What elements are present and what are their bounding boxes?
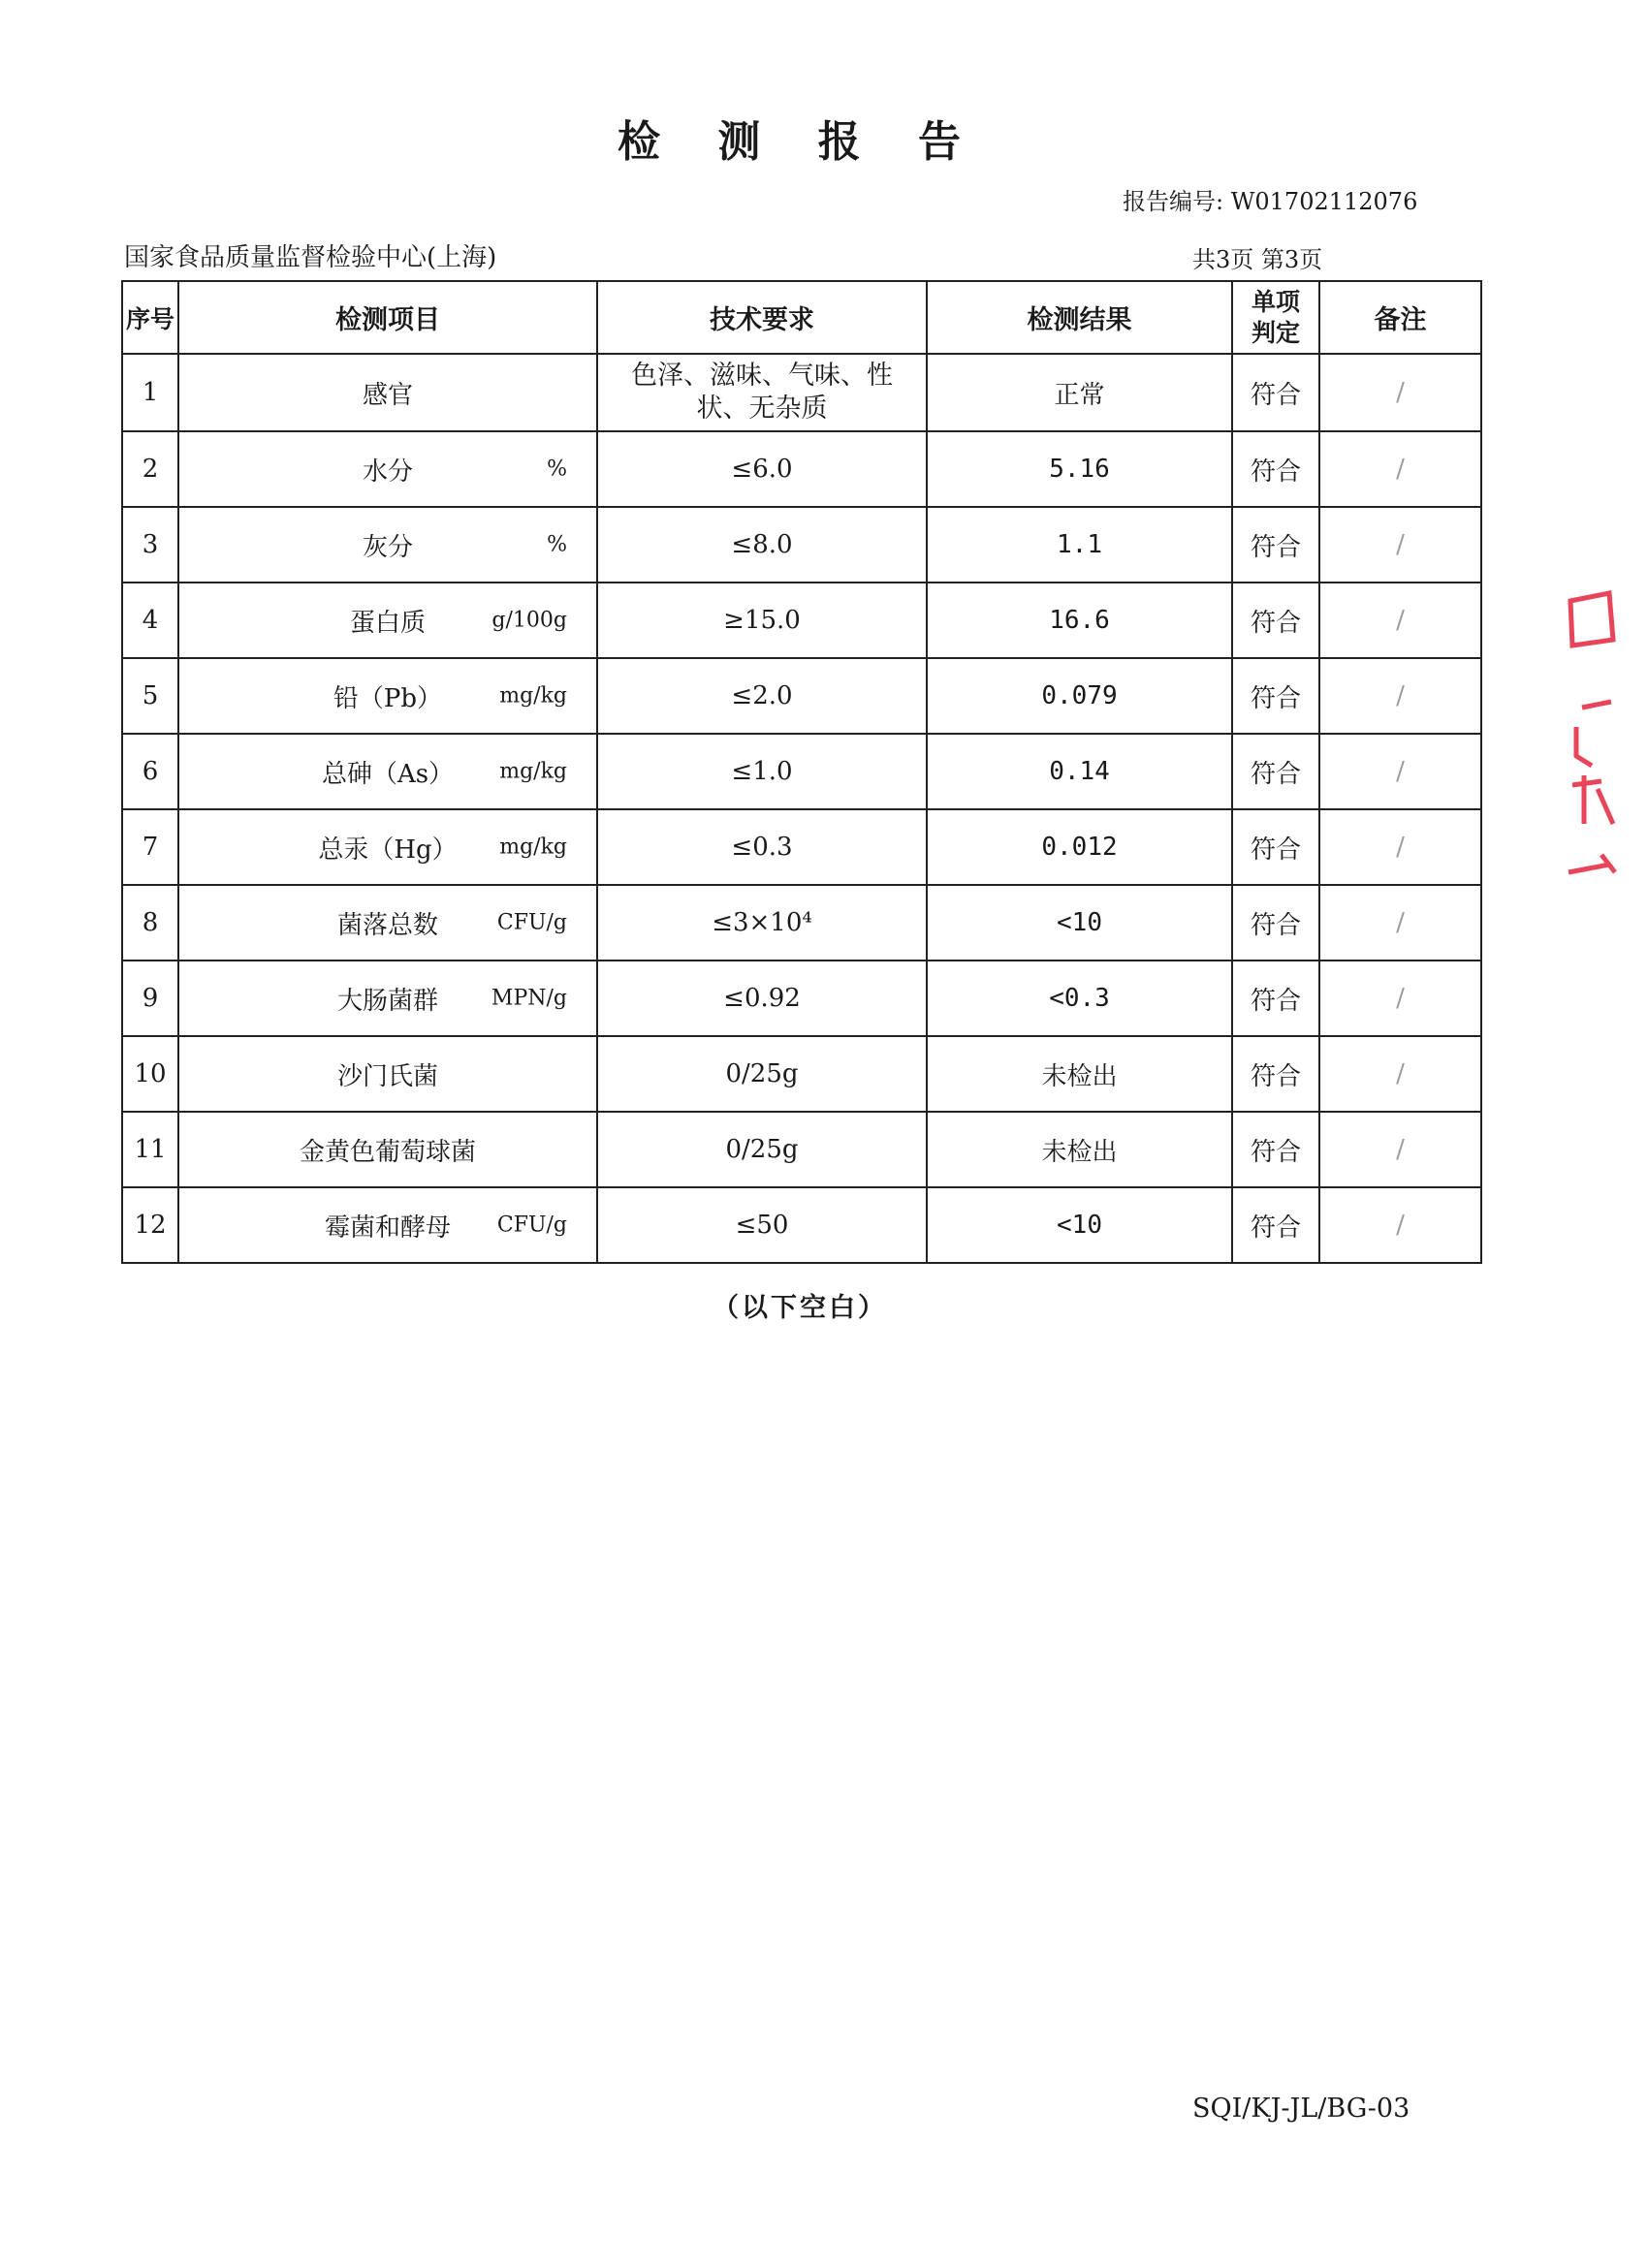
technical-requirement: ≤0.92 — [597, 961, 927, 1036]
technical-requirement: ≤6.0 — [597, 431, 927, 507]
test-item-name: 水分 — [362, 457, 413, 487]
test-results-table — [121, 280, 1482, 1264]
table-row — [122, 734, 1481, 809]
table-row — [122, 354, 1481, 431]
verdict: 符合 — [1232, 1187, 1319, 1263]
row-number: 6 — [122, 734, 178, 809]
table-header-row — [122, 281, 1481, 354]
test-result: 0.14 — [927, 734, 1232, 809]
test-item-name: 感官 — [362, 380, 413, 410]
blank-below-note: （以下空白） — [713, 1293, 887, 1323]
test-item-name: 菌落总数 — [336, 910, 438, 940]
test-result: 0.012 — [927, 809, 1232, 885]
row-number: 3 — [122, 507, 178, 583]
test-item — [178, 583, 597, 658]
table-row — [122, 1112, 1481, 1187]
table-row — [122, 809, 1481, 885]
test-item-name: 霉菌和酵母 — [324, 1213, 451, 1243]
row-number: 4 — [122, 583, 178, 658]
verdict: 符合 — [1232, 1112, 1319, 1187]
test-item-name: 灰分 — [362, 532, 413, 562]
technical-requirement: ≤2.0 — [597, 658, 927, 734]
page-count: 共3页 第3页 — [1192, 246, 1323, 273]
remark: / — [1319, 507, 1481, 583]
test-result: 未检出 — [927, 1036, 1232, 1112]
test-item-name: 总砷（As） — [321, 759, 455, 789]
test-result: <10 — [927, 885, 1232, 961]
test-item-name: 金黄色葡萄球菌 — [299, 1137, 476, 1167]
test-result: <10 — [927, 1187, 1232, 1263]
test-item-unit: MPN/g — [491, 986, 567, 1011]
test-result: 0.079 — [927, 658, 1232, 734]
row-number: 11 — [122, 1112, 178, 1187]
test-item-name: 铅（Pb） — [333, 683, 443, 713]
row-number: 9 — [122, 961, 178, 1036]
verdict: 符合 — [1232, 431, 1319, 507]
remark: / — [1319, 1112, 1481, 1187]
test-item-name: 蛋白质 — [349, 608, 426, 638]
verdict: 符合 — [1232, 658, 1319, 734]
test-item — [178, 354, 597, 431]
verdict: 符合 — [1232, 507, 1319, 583]
remark: / — [1319, 431, 1481, 507]
table-row — [122, 885, 1481, 961]
test-item-unit: mg/kg — [499, 683, 567, 709]
remark: / — [1319, 354, 1481, 431]
verdict: 符合 — [1232, 885, 1319, 961]
test-item-name: 大肠菌群 — [336, 986, 438, 1016]
test-item-name: 总汞（Hg） — [318, 835, 458, 865]
technical-requirement: ≤3×10⁴ — [597, 885, 927, 961]
test-item-unit: mg/kg — [499, 759, 567, 784]
test-item-unit: CFU/g — [496, 1213, 567, 1238]
row-number: 7 — [122, 809, 178, 885]
test-result: 未检出 — [927, 1112, 1232, 1187]
row-number: 2 — [122, 431, 178, 507]
verdict: 符合 — [1232, 809, 1319, 885]
remark: / — [1319, 1187, 1481, 1263]
technical-requirement: 0/25g — [597, 1112, 927, 1187]
test-result: 1.1 — [927, 507, 1232, 583]
technical-requirement: 色泽、滋味、气味、性状、无杂质 — [597, 354, 927, 431]
test-item-unit: % — [547, 457, 567, 482]
remark: / — [1319, 961, 1481, 1036]
technical-requirement: ≤50 — [597, 1187, 927, 1263]
verdict: 符合 — [1232, 583, 1319, 658]
test-item — [178, 431, 597, 507]
test-result: 正常 — [927, 354, 1232, 431]
organization-name: 国家食品质量监督检验中心(上海) — [124, 243, 497, 272]
test-item — [178, 507, 597, 583]
test-result: 16.6 — [927, 583, 1232, 658]
row-number: 8 — [122, 885, 178, 961]
table-row — [122, 961, 1481, 1036]
verdict: 符合 — [1232, 354, 1319, 431]
test-item-unit: CFU/g — [496, 910, 567, 935]
column-header-verdict-text: 单项判定 — [1251, 287, 1300, 347]
technical-requirement: ≥15.0 — [597, 583, 927, 658]
document-code: SQI/KJ-JL/BG-03 — [1192, 2094, 1410, 2124]
test-item — [178, 1187, 597, 1263]
test-result: <0.3 — [927, 961, 1232, 1036]
technical-requirement: 0/25g — [597, 1036, 927, 1112]
test-result: 5.16 — [927, 431, 1232, 507]
red-stamp-fragment — [1563, 582, 1621, 892]
row-number: 1 — [122, 354, 178, 431]
remark: / — [1319, 885, 1481, 961]
remark: / — [1319, 1036, 1481, 1112]
table-row — [122, 1036, 1481, 1112]
test-item — [178, 1112, 597, 1187]
verdict: 符合 — [1232, 734, 1319, 809]
remark: / — [1319, 809, 1481, 885]
column-header-no: 序号 — [122, 281, 178, 354]
test-item-unit: mg/kg — [499, 835, 567, 860]
column-header-result: 检测结果 — [927, 281, 1232, 354]
column-header-requirement: 技术要求 — [597, 281, 927, 354]
table-row — [122, 431, 1481, 507]
row-number: 5 — [122, 658, 178, 734]
table-row — [122, 658, 1481, 734]
remark: / — [1319, 658, 1481, 734]
technical-requirement: ≤0.3 — [597, 809, 927, 885]
table-row — [122, 1187, 1481, 1263]
test-item — [178, 734, 597, 809]
verdict: 符合 — [1232, 961, 1319, 1036]
column-header-verdict — [1232, 281, 1319, 354]
test-item — [178, 809, 597, 885]
page-title: 检 测 报 告 — [618, 117, 982, 167]
column-header-item: 检测项目 — [178, 281, 597, 354]
column-header-remark: 备注 — [1319, 281, 1481, 354]
test-item-name: 沙门氏菌 — [336, 1061, 438, 1091]
test-item-unit: % — [547, 532, 567, 557]
technical-requirement: ≤8.0 — [597, 507, 927, 583]
test-item — [178, 1036, 597, 1112]
technical-requirement: ≤1.0 — [597, 734, 927, 809]
test-item — [178, 658, 597, 734]
row-number: 10 — [122, 1036, 178, 1112]
report-number: 报告编号: W01702112076 — [1123, 188, 1418, 215]
remark: / — [1319, 583, 1481, 658]
test-item — [178, 961, 597, 1036]
remark: / — [1319, 734, 1481, 809]
row-number: 12 — [122, 1187, 178, 1263]
table-row — [122, 507, 1481, 583]
test-item — [178, 885, 597, 961]
table-row — [122, 583, 1481, 658]
test-item-unit: g/100g — [491, 608, 567, 633]
verdict: 符合 — [1232, 1036, 1319, 1112]
